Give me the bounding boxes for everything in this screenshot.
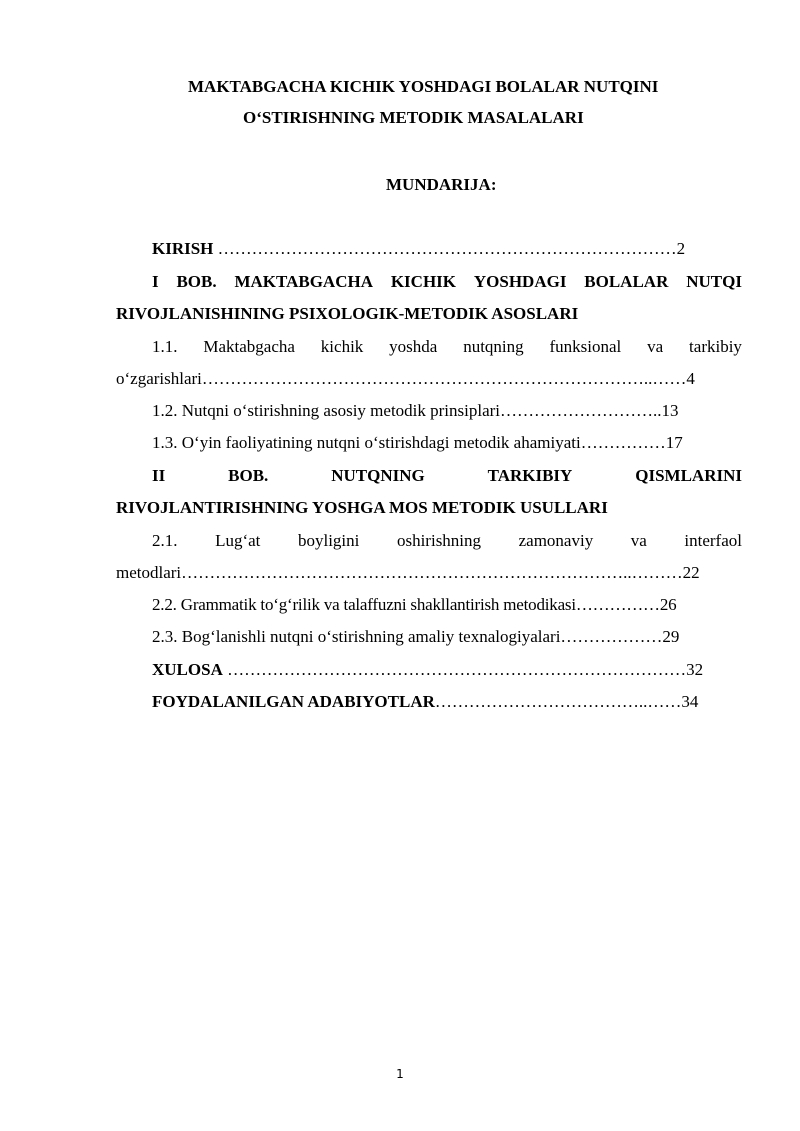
toc-word: funksional [549,337,622,356]
toc-intro-leader: ………………………………………………………………………2 [213,239,686,258]
toc-section-1-3: 1.3. O‘yin faoliyatining nutqni o‘stirishdagi metodik ahamiyati……………17 [152,433,683,452]
toc-section-2-1-line-1 [152,531,742,551]
toc-section-2-1-line-2: metodlari……………………………………………………………………..………22 [116,563,700,582]
toc-section-2-2: 2.2. Grammatik to‘g‘rilik va talaffuzni shakllantirish metodikasi……………26 [152,595,677,614]
toc-word: BOLALAR [584,272,669,291]
toc-intro-label: KIRISH [152,239,214,258]
toc-word: kichik [320,337,364,356]
toc-entry-conclusion [152,660,703,680]
toc-references-leader: ………………………………..……34 [434,692,699,711]
toc-word: Lug‘at [215,531,261,550]
toc-references-label: FOYDALANILGAN ADABIYOTLAR [152,692,435,711]
toc-section-1-2: 1.2. Nutqni o‘stirishning asosiy metodik prinsiplari………………………..13 [152,401,679,420]
toc-chapter-2-line-1 [152,466,742,486]
toc-chapter-2-line-2: RIVOJLANTIRISHNING YOSHGA MOS METODIK USULLARI [116,498,608,517]
toc-word: 2.1. [152,531,178,550]
toc-word: NUTQI [686,272,742,291]
toc-word: zamonaviy [518,531,594,550]
toc-word: BOB. [228,466,269,485]
toc-word: NUTQNING [331,466,425,485]
toc-word: BOB. [176,272,217,291]
toc-chapter-1-line-2: RIVOJLANISHINING PSIXOLOGIK-METODIK ASOSLARI [116,304,579,323]
toc-word: TARKIBIY [487,466,573,485]
toc-word: oshirishning [396,531,482,550]
toc-conclusion-leader: ………………………………………………………………………32 [222,660,704,679]
toc-word: tarkibiy [689,337,742,356]
page-number: 1 [396,1067,404,1081]
toc-word: va [647,337,664,356]
toc-chapter-1-line-1 [152,272,742,292]
toc-word: boyligini [297,531,360,550]
document-title-line-1: MAKTABGACHA KICHIK YOSHDAGI BOLALAR NUTQINI [188,77,659,96]
toc-entry-intro [152,239,685,259]
toc-word: nutqning [463,337,524,356]
toc-section-1-1-line-1 [152,337,742,357]
toc-section-2-3: 2.3. Bog‘lanishli nutqni o‘stirishning amaliy texnalogiyalari………………29 [152,627,680,646]
toc-word: Maktabgacha [203,337,295,356]
toc-word: 1.1. [152,337,178,356]
document-title-line-2: O‘STIRISHNING METODIK MASALALARI [243,108,584,127]
toc-word: I [152,272,159,291]
toc-word: YOSHDAGI [473,272,567,291]
toc-word: MAKTABGACHA [234,272,373,291]
toc-section-1-1-line-2: o‘zgarishlari……………………………………………………………………..……4 [116,369,695,388]
toc-conclusion-label: XULOSA [152,660,223,679]
toc-word: va [630,531,647,550]
contents-heading: MUNDARIJA: [386,175,497,194]
toc-word: interfaol [684,531,742,550]
toc-word: QISMLARINI [635,466,742,485]
toc-word: yoshda [389,337,438,356]
toc-entry-references [152,692,698,712]
toc-word: II [152,466,166,485]
toc-word: KICHIK [390,272,457,291]
